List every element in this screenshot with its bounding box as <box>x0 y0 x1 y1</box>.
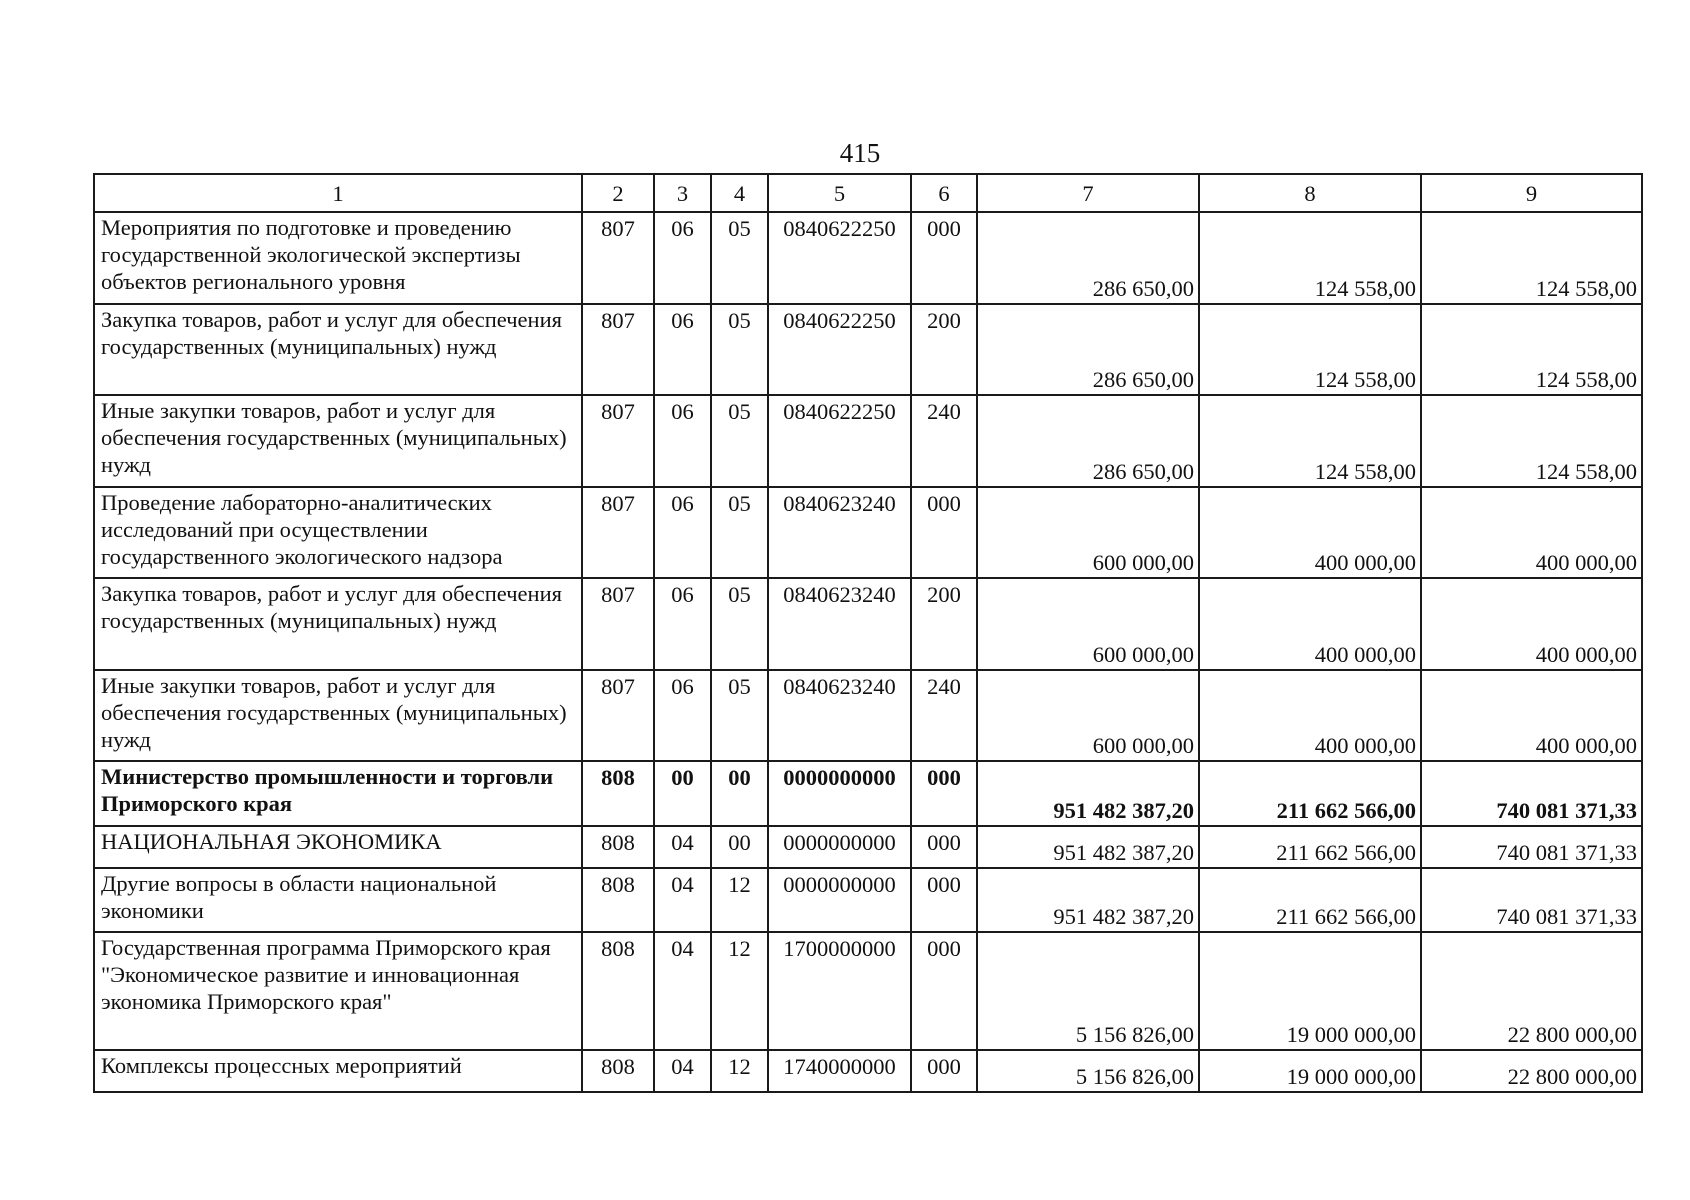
column-header: 5 <box>768 174 911 212</box>
amount-col8: 211 662 566,00 <box>1199 868 1421 932</box>
table-row <box>94 578 1642 670</box>
column-header: 9 <box>1421 174 1642 212</box>
amount-col9: 124 558,00 <box>1421 304 1642 395</box>
page-number: 415 <box>839 138 881 168</box>
row-name: Государственная программа Приморского края "Экономическое развитие и инновационная экономика Приморского края" <box>94 932 582 1050</box>
amount-col8: 211 662 566,00 <box>1199 761 1421 826</box>
amount-col7: 600 000,00 <box>977 670 1199 761</box>
code-admin: 807 <box>582 670 654 761</box>
code-admin: 807 <box>582 487 654 578</box>
table-row <box>94 826 1642 868</box>
code-section: 00 <box>654 761 711 826</box>
amount-col7: 951 482 387,20 <box>977 761 1199 826</box>
code-subsection: 00 <box>711 826 768 868</box>
row-name: Комплексы процессных мероприятий <box>94 1050 582 1092</box>
amount-col9: 400 000,00 <box>1421 670 1642 761</box>
code-expense-type: 240 <box>911 395 977 487</box>
code-target: 0000000000 <box>768 826 911 868</box>
table-row <box>94 1050 1642 1092</box>
amount-col8: 400 000,00 <box>1199 670 1421 761</box>
column-header: 7 <box>977 174 1199 212</box>
amount-col8: 124 558,00 <box>1199 304 1421 395</box>
amount-col7: 5 156 826,00 <box>977 1050 1199 1092</box>
row-name: Иные закупки товаров, работ и услуг для обеспечения государственных (муниципальных) нужд <box>94 670 582 761</box>
table-row <box>94 670 1642 761</box>
code-subsection: 12 <box>711 1050 768 1092</box>
code-subsection: 00 <box>711 761 768 826</box>
table-header <box>94 174 1642 212</box>
code-expense-type: 000 <box>911 868 977 932</box>
code-expense-type: 000 <box>911 487 977 578</box>
code-subsection: 05 <box>711 395 768 487</box>
code-target: 0840622250 <box>768 212 911 304</box>
code-section: 04 <box>654 932 711 1050</box>
column-header: 1 <box>94 174 582 212</box>
code-admin: 808 <box>582 1050 654 1092</box>
code-admin: 808 <box>582 761 654 826</box>
code-subsection: 05 <box>711 578 768 670</box>
header-row <box>94 174 1642 212</box>
table-body <box>94 212 1642 1092</box>
code-subsection: 05 <box>711 487 768 578</box>
table-row <box>94 932 1642 1050</box>
code-expense-type: 000 <box>911 1050 977 1092</box>
code-target: 0840623240 <box>768 487 911 578</box>
code-target: 1740000000 <box>768 1050 911 1092</box>
amount-col7: 951 482 387,20 <box>977 826 1199 868</box>
code-subsection: 12 <box>711 868 768 932</box>
table-row <box>94 868 1642 932</box>
code-section: 06 <box>654 670 711 761</box>
code-expense-type: 000 <box>911 761 977 826</box>
code-target: 0000000000 <box>768 868 911 932</box>
code-target: 0840622250 <box>768 304 911 395</box>
amount-col9: 740 081 371,33 <box>1421 761 1642 826</box>
column-header: 2 <box>582 174 654 212</box>
code-admin: 808 <box>582 826 654 868</box>
code-expense-type: 000 <box>911 932 977 1050</box>
column-header: 4 <box>711 174 768 212</box>
code-expense-type: 000 <box>911 212 977 304</box>
code-subsection: 05 <box>711 670 768 761</box>
code-subsection: 12 <box>711 932 768 1050</box>
code-target: 0840622250 <box>768 395 911 487</box>
amount-col7: 286 650,00 <box>977 304 1199 395</box>
code-target: 0840623240 <box>768 578 911 670</box>
amount-col9: 22 800 000,00 <box>1421 932 1642 1050</box>
amount-col9: 124 558,00 <box>1421 395 1642 487</box>
amount-col8: 124 558,00 <box>1199 212 1421 304</box>
amount-col9: 22 800 000,00 <box>1421 1050 1642 1092</box>
row-name: Проведение лабораторно-аналитических исследований при осуществлении государственного экологического надзора <box>94 487 582 578</box>
code-target: 0000000000 <box>768 761 911 826</box>
row-name: Мероприятия по подготовке и проведению государственной экологической экспертизы объектов регионального уровня <box>94 212 582 304</box>
amount-col9: 740 081 371,33 <box>1421 826 1642 868</box>
row-name: Закупка товаров, работ и услуг для обеспечения государственных (муниципальных) нужд <box>94 578 582 670</box>
code-admin: 808 <box>582 932 654 1050</box>
code-subsection: 05 <box>711 304 768 395</box>
code-expense-type: 240 <box>911 670 977 761</box>
amount-col7: 600 000,00 <box>977 578 1199 670</box>
code-admin: 807 <box>582 304 654 395</box>
row-name: Иные закупки товаров, работ и услуг для обеспечения государственных (муниципальных) нужд <box>94 395 582 487</box>
code-admin: 808 <box>582 868 654 932</box>
amount-col9: 124 558,00 <box>1421 212 1642 304</box>
amount-col7: 600 000,00 <box>977 487 1199 578</box>
amount-col8: 19 000 000,00 <box>1199 932 1421 1050</box>
code-section: 06 <box>654 304 711 395</box>
code-admin: 807 <box>582 578 654 670</box>
amount-col8: 124 558,00 <box>1199 395 1421 487</box>
amount-col7: 286 650,00 <box>977 395 1199 487</box>
code-admin: 807 <box>582 395 654 487</box>
code-subsection: 05 <box>711 212 768 304</box>
column-header: 6 <box>911 174 977 212</box>
amount-col8: 211 662 566,00 <box>1199 826 1421 868</box>
column-header: 3 <box>654 174 711 212</box>
code-section: 06 <box>654 578 711 670</box>
code-section: 06 <box>654 395 711 487</box>
code-target: 1700000000 <box>768 932 911 1050</box>
row-name: Другие вопросы в области национальной экономики <box>94 868 582 932</box>
code-section: 06 <box>654 487 711 578</box>
code-section: 06 <box>654 212 711 304</box>
code-target: 0840623240 <box>768 670 911 761</box>
column-header: 8 <box>1199 174 1421 212</box>
amount-col9: 740 081 371,33 <box>1421 868 1642 932</box>
code-expense-type: 200 <box>911 578 977 670</box>
amount-col7: 286 650,00 <box>977 212 1199 304</box>
table-row <box>94 304 1642 395</box>
code-admin: 807 <box>582 212 654 304</box>
amount-col8: 400 000,00 <box>1199 487 1421 578</box>
row-name: Министерство промышленности и торговли Приморского края <box>94 761 582 826</box>
row-name: Закупка товаров, работ и услуг для обеспечения государственных (муниципальных) нужд <box>94 304 582 395</box>
row-name: НАЦИОНАЛЬНАЯ ЭКОНОМИКА <box>94 826 582 868</box>
amount-col8: 400 000,00 <box>1199 578 1421 670</box>
amount-col7: 5 156 826,00 <box>977 932 1199 1050</box>
budget-table <box>93 173 1643 1093</box>
code-section: 04 <box>654 868 711 932</box>
amount-col9: 400 000,00 <box>1421 487 1642 578</box>
code-section: 04 <box>654 826 711 868</box>
amount-col7: 951 482 387,20 <box>977 868 1199 932</box>
code-section: 04 <box>654 1050 711 1092</box>
code-expense-type: 000 <box>911 826 977 868</box>
code-expense-type: 200 <box>911 304 977 395</box>
amount-col8: 19 000 000,00 <box>1199 1050 1421 1092</box>
table-row <box>94 761 1642 826</box>
table-row <box>94 212 1642 304</box>
table-row <box>94 395 1642 487</box>
amount-col9: 400 000,00 <box>1421 578 1642 670</box>
table-row <box>94 487 1642 578</box>
